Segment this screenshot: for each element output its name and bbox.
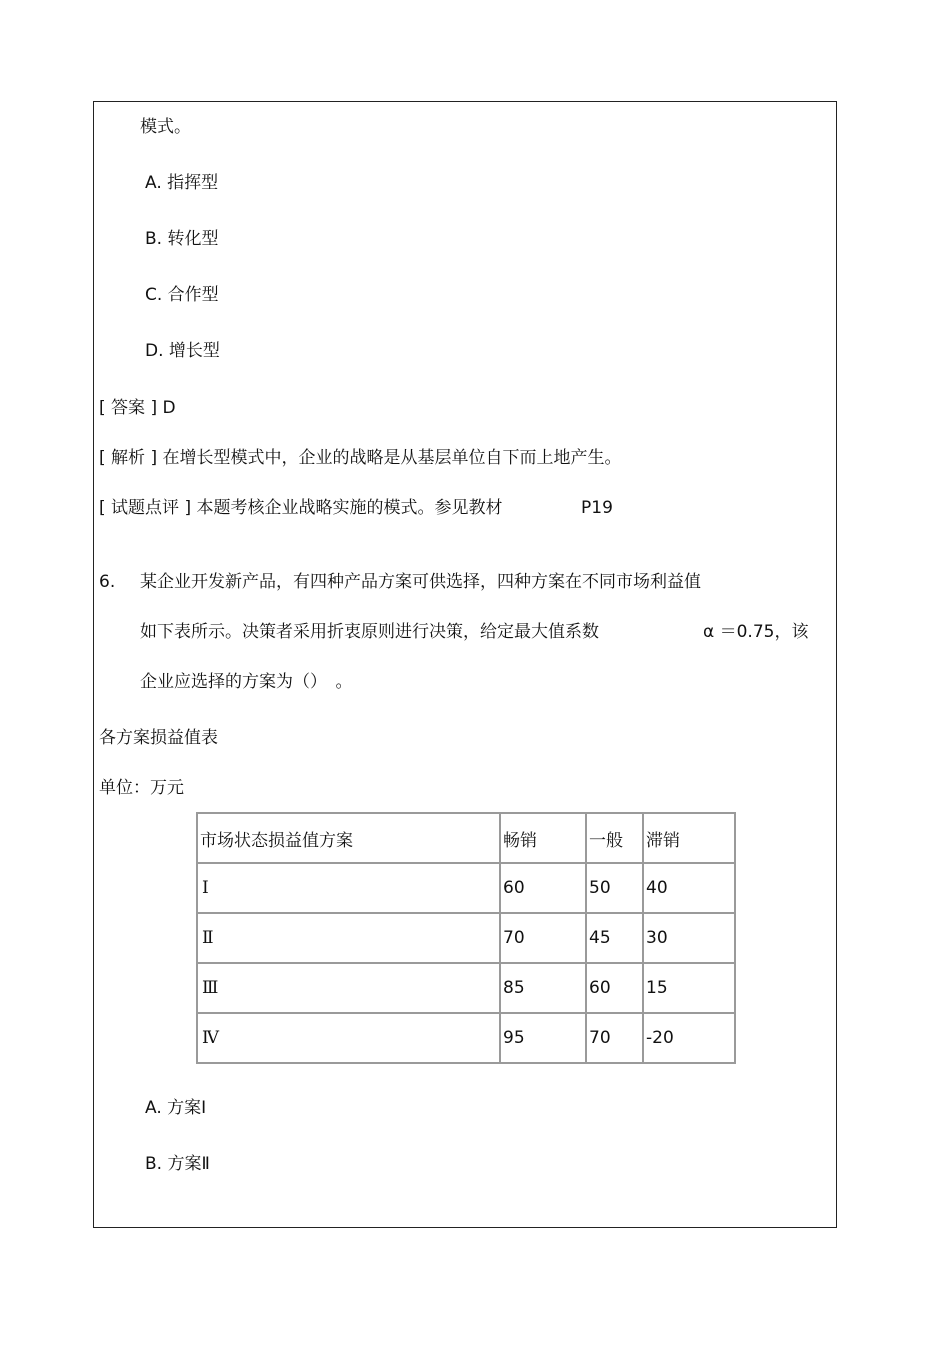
plan-cell: Ⅱ xyxy=(197,913,500,963)
page-reference: P19 xyxy=(581,498,613,518)
question-line-3: 企业应选择的方案为（） 。 xyxy=(140,672,353,692)
value-cell: 95 xyxy=(500,1013,586,1063)
value-cell: 45 xyxy=(586,913,643,963)
value-cell: 60 xyxy=(500,863,586,913)
plan-cell: Ⅲ xyxy=(197,963,500,1013)
value-cell: 30 xyxy=(643,913,735,963)
table-row xyxy=(197,863,735,913)
value-cell: 15 xyxy=(643,963,735,1013)
answer-line: [ 答案 ] D xyxy=(99,398,176,418)
prev-option-d: D. 增长型 xyxy=(145,341,220,361)
value-cell: 70 xyxy=(586,1013,643,1063)
q6-option-b: B. 方案Ⅱ xyxy=(145,1154,210,1174)
value-cell: 60 xyxy=(586,963,643,1013)
value-cell: 85 xyxy=(500,963,586,1013)
question-number: 6. xyxy=(99,572,116,592)
payoff-table xyxy=(196,812,736,1064)
prev-question-tail: 模式。 xyxy=(140,117,191,137)
prev-option-c: C. 合作型 xyxy=(145,285,219,305)
plan-cell: Ⅰ xyxy=(197,863,500,913)
table-header-row xyxy=(197,813,735,863)
header-cell: 一般 xyxy=(586,813,643,863)
header-cell: 滞销 xyxy=(643,813,735,863)
question-line-2: 如下表所示。决策者采用折衷原则进行决策，给定最大值系数 xyxy=(140,622,599,642)
value-cell: 40 xyxy=(643,863,735,913)
unit-label: 单位：万元 xyxy=(99,778,184,798)
question-line-1: 某企业开发新产品，有四种产品方案可供选择，四种方案在不同市场利益值 xyxy=(140,572,701,592)
value-cell: -20 xyxy=(643,1013,735,1063)
value-cell: 70 xyxy=(500,913,586,963)
comment-line: [ 试题点评 ] 本题考核企业战略实施的模式。参见教材 xyxy=(99,498,503,518)
table-row xyxy=(197,963,735,1013)
question-alpha: α ＝0.75，该 xyxy=(703,622,809,642)
prev-option-b: B. 转化型 xyxy=(145,229,219,249)
analysis-line: [ 解析 ] 在增长型模式中，企业的战略是从基层单位自下而上地产生。 xyxy=(99,448,622,468)
prev-option-a: A. 指挥型 xyxy=(145,173,219,193)
header-cell: 市场状态损益值方案 xyxy=(197,813,500,863)
header-cell: 畅销 xyxy=(500,813,586,863)
value-cell: 50 xyxy=(586,863,643,913)
table-row xyxy=(197,1013,735,1063)
table-title: 各方案损益值表 xyxy=(99,728,218,748)
plan-cell: Ⅳ xyxy=(197,1013,500,1063)
q6-option-a: A. 方案Ⅰ xyxy=(145,1098,207,1118)
table-row xyxy=(197,913,735,963)
